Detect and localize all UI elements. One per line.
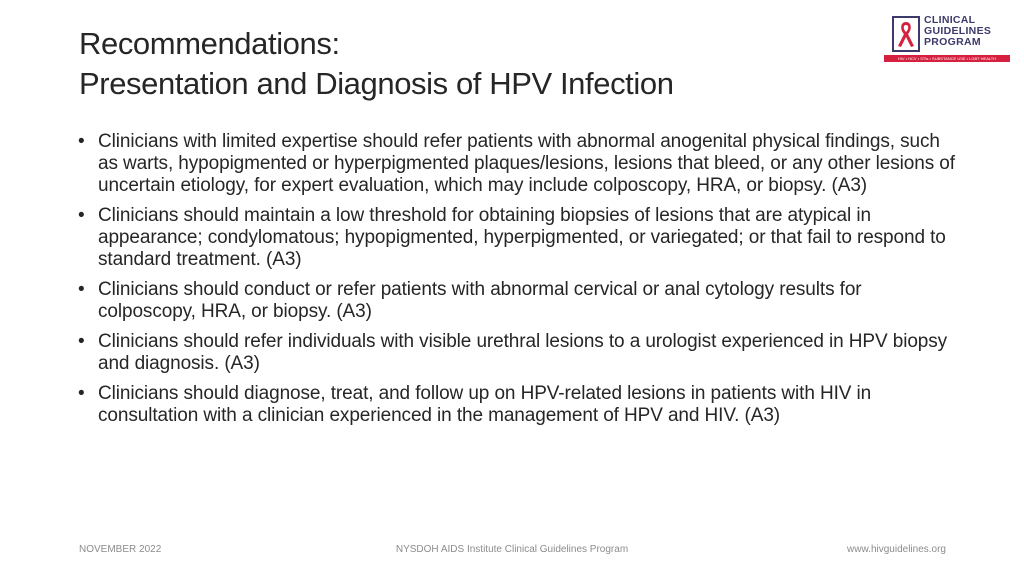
recommendation-item xyxy=(78,205,958,271)
logo-wordmark xyxy=(924,15,991,48)
red-ribbon-icon xyxy=(892,16,920,52)
logo-tagline: HIV • HCV • STIs • SUBSTANCE USE • LGBT HEALTH xyxy=(884,55,1010,62)
footer-date: NOVEMBER 2022 xyxy=(79,544,162,555)
logo-line-3: PROGRAM xyxy=(924,36,981,48)
recommendation-text: Clinicians should diagnose, treat, and follow up on HPV-related lesions in patients with HIV in consultation with a clinician experienced in the management of HPV and HIV. (A3) xyxy=(98,383,872,426)
footer-program: NYSDOH AIDS Institute Clinical Guidelines Program xyxy=(395,544,629,555)
bullet-glyph: • xyxy=(78,331,85,352)
slide-title-line-2: Presentation and Diagnosis of HPV Infection xyxy=(79,66,674,101)
logo-line-1: CLINICAL xyxy=(924,14,976,26)
recommendation-item xyxy=(78,279,958,323)
recommendation-item xyxy=(78,383,958,427)
recommendation-text: Clinicians should conduct or refer patients with abnormal cervical or anal cytology results for colposcopy, HRA, or biopsy. (A3) xyxy=(98,279,862,322)
recommendation-item xyxy=(78,131,958,197)
recommendations-list xyxy=(78,131,958,435)
slide-title-line-1: Recommendations: xyxy=(79,26,340,61)
bullet-glyph: • xyxy=(78,279,85,300)
clinical-guidelines-program-logo[interactable] xyxy=(884,14,1010,64)
logo-line-2: GUIDELINES xyxy=(924,25,992,37)
recommendation-item xyxy=(78,331,958,375)
footer-url[interactable]: www.hivguidelines.org xyxy=(847,544,946,555)
recommendation-text: Clinicians should refer individuals with visible urethral lesions to a urologist experienced in HPV biopsy and diagnosis. (A3) xyxy=(98,331,948,374)
bullet-glyph: • xyxy=(78,205,85,226)
slide-title xyxy=(79,24,674,104)
bullet-glyph: • xyxy=(78,131,85,152)
recommendation-text: Clinicians with limited expertise should refer patients with abnormal anogenital physical findings, such as warts, hypopigmented or hyperpigmented plaques/lesions, lesions that bleed, or any other lesions of uncertain etiology, for expert evaluation, which may include colposcopy, HRA, or biopsy. (A3) xyxy=(98,131,955,196)
recommendation-text: Clinicians should maintain a low threshold for obtaining biopsies of lesions that are atypical in appearance; condylomatous; hypopigmented, hyperpigmented, or variegated; or that fail to respond to standard treatment. (A3) xyxy=(98,205,946,270)
bullet-glyph: • xyxy=(78,383,85,404)
